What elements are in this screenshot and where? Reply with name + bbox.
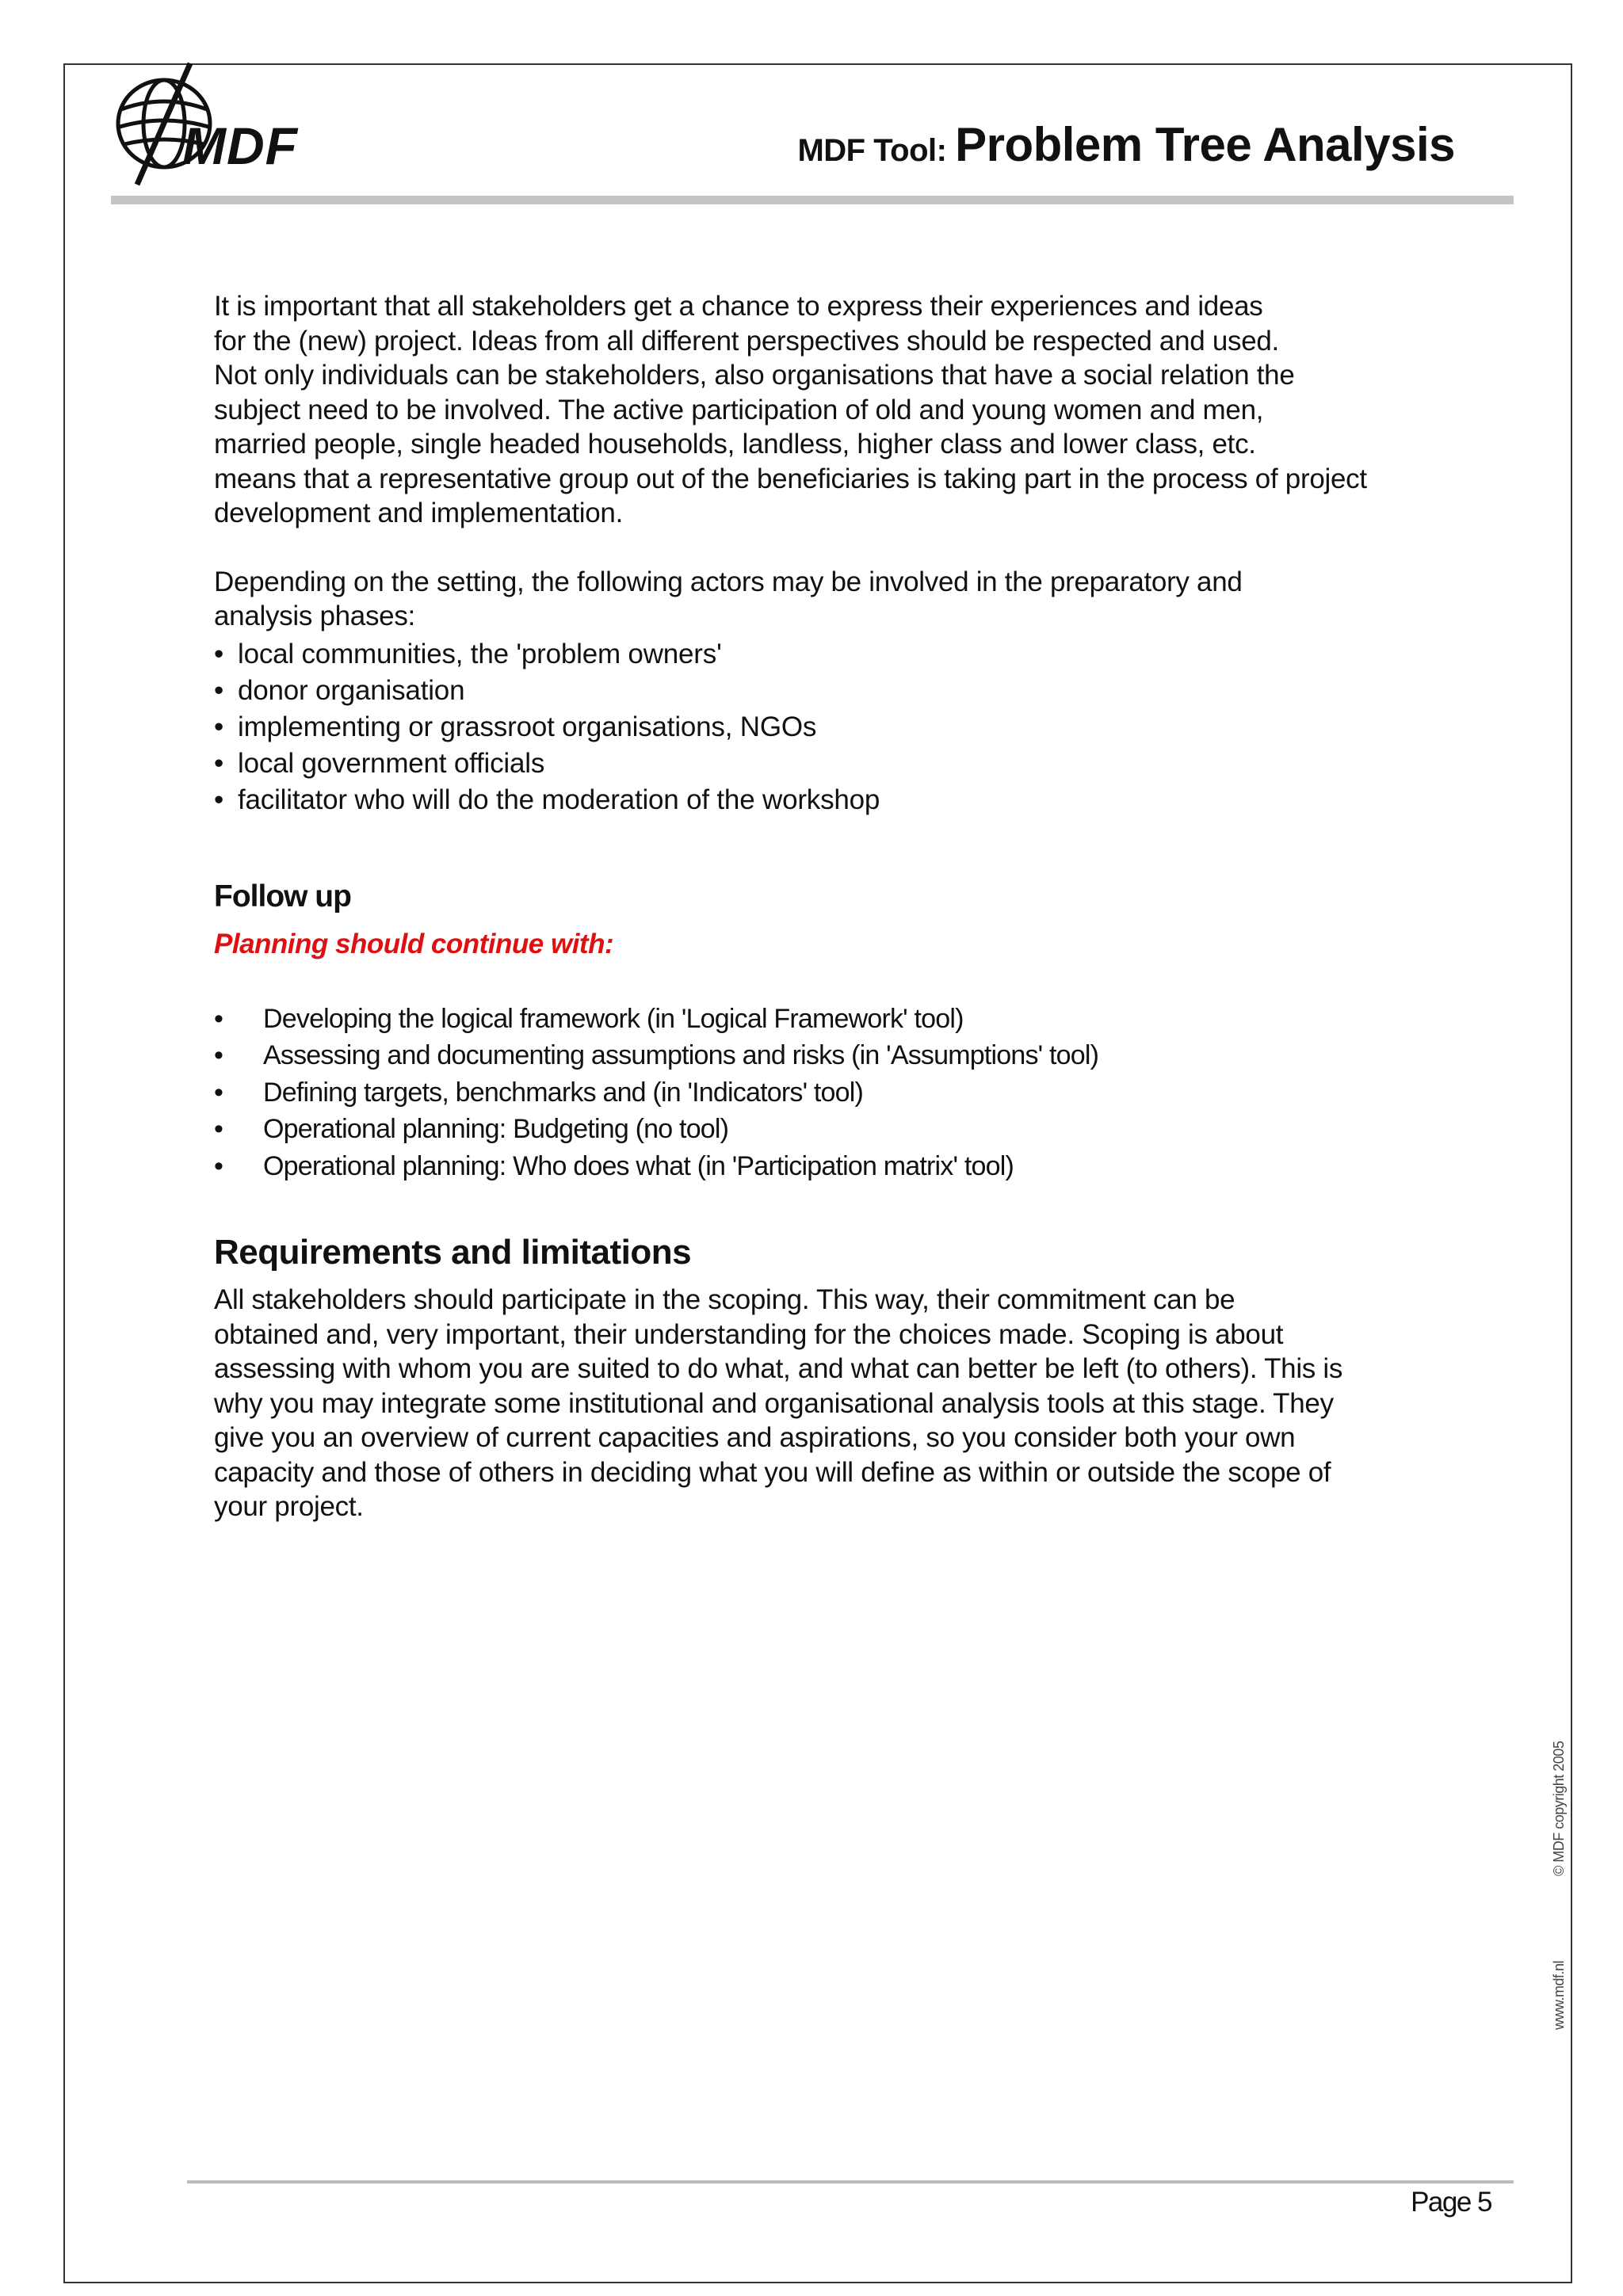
bullet-icon: • [214, 1150, 223, 1181]
list-item: • Defining targets, benchmarks and (in 'Indicators' tool) [214, 1074, 1450, 1112]
follow-up-list [214, 1001, 1450, 1185]
list-item: • implementing or grassroot organisations, NGOs [214, 709, 1450, 746]
copyright-notice: © MDF copyright 2005 [1551, 1741, 1567, 1876]
intro-paragraph [214, 289, 1450, 531]
bullet-icon: • [214, 1003, 223, 1034]
logo-text: MDF [182, 116, 298, 175]
list-item: • local government officials [214, 746, 1450, 782]
text-line: obtained and, very important, their understanding for the choices made. Scoping is about [214, 1318, 1284, 1350]
list-item: • facilitator who will do the moderation of the workshop [214, 782, 1450, 818]
follow-up-heading: Follow up [214, 879, 351, 913]
header-rule [111, 196, 1514, 204]
list-item: • local communities, the 'problem owners' [214, 636, 1450, 673]
requirements-heading: Requirements and limitations [214, 1233, 692, 1272]
tool-title: Problem Tree Analysis [955, 118, 1455, 171]
text-line: subject need to be involved. The active participation of old and young women and men, [214, 394, 1264, 425]
text-line: Depending on the setting, the following actors may be involved in the preparatory and [214, 566, 1243, 597]
list-item: • Assessing and documenting assumptions and risks (in 'Assumptions' tool) [214, 1037, 1450, 1074]
footer-rule [187, 2180, 1514, 2183]
page-header-title [0, 117, 1455, 172]
bullet-icon: • [214, 1114, 223, 1144]
list-item: • donor organisation [214, 673, 1450, 709]
text-line: capacity and those of others in deciding what you will define as within or outside the scope of [214, 1456, 1331, 1488]
bullet-icon: • [214, 1040, 223, 1070]
actors-list [214, 636, 1450, 818]
list-item: • Operational planning: Who does what (in 'Participation matrix' tool) [214, 1148, 1450, 1185]
text-line: assessing with whom you are suited to do what, and what can better be left (to others). This is [214, 1353, 1343, 1384]
bullet-icon: • [214, 1077, 223, 1108]
text-line: means that a representative group out of the beneficiaries is taking part in the process of project [214, 463, 1367, 494]
requirements-paragraph [214, 1283, 1450, 1524]
text-line: development and implementation. [214, 498, 624, 528]
planning-subheading: Planning should continue with: [214, 928, 614, 959]
bullet-icon: • [214, 638, 224, 669]
text-line: It is important that all stakeholders get a chance to express their experiences and ideas [214, 291, 1263, 322]
page-number: Page 5 [1411, 2187, 1491, 2218]
text-line: married people, single headed households, landless, higher class and lower class, etc. [214, 429, 1256, 460]
text-line: All stakeholders should participate in the scoping. This way, their commitment can be [214, 1284, 1235, 1315]
list-item: • Developing the logical framework (in 'Logical Framework' tool) [214, 1001, 1450, 1038]
bullet-icon: • [214, 674, 224, 706]
text-line: your project. [214, 1491, 364, 1522]
text-line: Not only individuals can be stakeholders, also organisations that have a social relation the [214, 360, 1295, 391]
bullet-icon: • [214, 784, 224, 815]
bullet-icon: • [214, 747, 224, 779]
text-line: for the (new) project. Ideas from all different perspectives should be respected and used. [214, 325, 1279, 357]
document-body [214, 289, 1450, 1524]
website-link[interactable]: www.mdf.nl [1551, 1960, 1567, 2030]
text-line: give you an overview of current capacities and aspirations, so you consider both your own [214, 1422, 1296, 1453]
bullet-icon: • [214, 711, 224, 742]
text-line: why you may integrate some institutional and organisational analysis tools at this stage. They [214, 1387, 1334, 1419]
text-line: analysis phases: [214, 601, 415, 631]
tool-prefix: MDF Tool: [797, 133, 956, 168]
list-item: • Operational planning: Budgeting (no tool) [214, 1111, 1450, 1148]
actors-intro-paragraph [214, 565, 1450, 634]
